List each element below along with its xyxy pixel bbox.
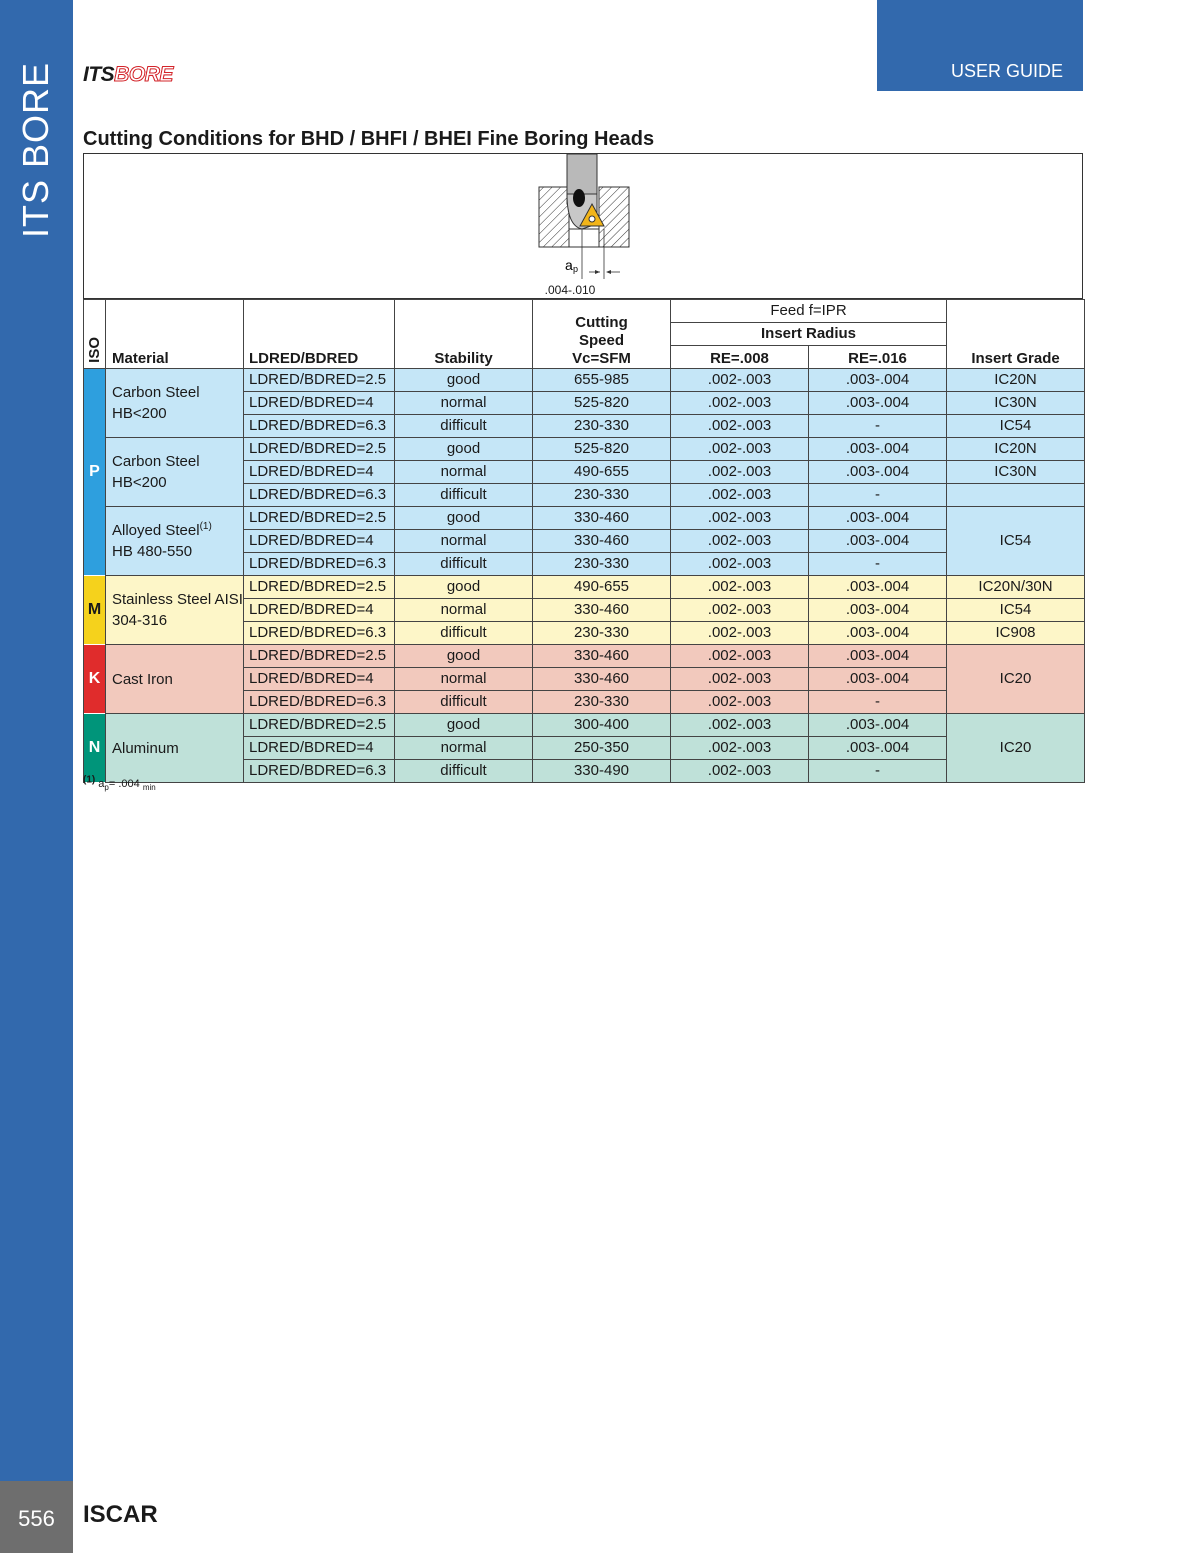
- table-cell: .002-.003: [671, 530, 809, 553]
- table-cell: IC20N/30N: [947, 576, 1085, 599]
- table-cell: LDRED/BDRED=4: [244, 668, 395, 691]
- boring-diagram-frame: [83, 153, 1083, 299]
- table-cell: LDRED/BDRED=2.5: [244, 438, 395, 461]
- table-cell: normal: [395, 668, 533, 691]
- material: Aluminum: [106, 714, 244, 783]
- header-re-008: RE=.008: [671, 346, 809, 369]
- table-cell: difficult: [395, 553, 533, 576]
- sidebar-title: ITS BORE: [15, 61, 56, 238]
- table-cell: .003-.004: [809, 599, 947, 622]
- table-cell: .002-.003: [671, 553, 809, 576]
- table-cell: .003-.004: [809, 392, 947, 415]
- table-cell: .002-.003: [671, 599, 809, 622]
- table-cell: .003-.004: [809, 645, 947, 668]
- table-cell: difficult: [395, 691, 533, 714]
- table-cell: -: [809, 691, 947, 714]
- table-cell: difficult: [395, 760, 533, 783]
- ap-label: a: [565, 257, 573, 273]
- table-cell: normal: [395, 530, 533, 553]
- table-cell: 490-655: [533, 576, 671, 599]
- table-cell: 230-330: [533, 415, 671, 438]
- table-cell: .002-.003: [671, 484, 809, 507]
- table-cell: LDRED/BDRED=4: [244, 599, 395, 622]
- table-row: [84, 576, 1085, 599]
- table-cell: LDRED/BDRED=2.5: [244, 576, 395, 599]
- table-cell: 525-820: [533, 438, 671, 461]
- table-cell: 230-330: [533, 691, 671, 714]
- table-cell: .003-.004: [809, 714, 947, 737]
- table-cell: good: [395, 645, 533, 668]
- table-cell: LDRED/BDRED=2.5: [244, 645, 395, 668]
- logo-bore: BORE: [114, 63, 173, 86]
- material: Carbon Steel HB<200: [106, 369, 244, 438]
- table-row: [84, 369, 1085, 392]
- table-cell: 330-460: [533, 530, 671, 553]
- table-cell: IC20N: [947, 438, 1085, 461]
- table-cell: .002-.003: [671, 622, 809, 645]
- table-cell: .002-.003: [671, 645, 809, 668]
- table-cell: IC54: [947, 599, 1085, 622]
- table-cell: LDRED/BDRED=4: [244, 392, 395, 415]
- table-cell: LDRED/BDRED=6.3: [244, 760, 395, 783]
- header-insert-radius: Insert Radius: [671, 323, 947, 346]
- table-cell: 330-460: [533, 645, 671, 668]
- table-cell: .002-.003: [671, 691, 809, 714]
- table-cell: 330-460: [533, 599, 671, 622]
- header-feed: Feed f=IPR: [671, 300, 947, 323]
- table-cell: LDRED/BDRED=2.5: [244, 714, 395, 737]
- table-cell: 330-460: [533, 668, 671, 691]
- table-cell: 525-820: [533, 392, 671, 415]
- table-cell: .002-.003: [671, 461, 809, 484]
- table-cell: .002-.003: [671, 714, 809, 737]
- table-cell: 300-400: [533, 714, 671, 737]
- table-cell: LDRED/BDRED=2.5: [244, 507, 395, 530]
- cutting-conditions-table: [83, 299, 1085, 783]
- iscar-brand: ISCAR: [83, 1501, 158, 1528]
- footnote: $^{(1)}$ $a_p= .004$ $_{min}$: [83, 774, 156, 793]
- ap-sub: p: [573, 264, 579, 274]
- section-label: USER GUIDE: [950, 61, 1063, 81]
- table-cell: normal: [395, 737, 533, 760]
- table-cell: 330-490: [533, 760, 671, 783]
- boring-head-diagram-icon: [534, 154, 654, 300]
- table-cell: .002-.003: [671, 507, 809, 530]
- table-cell: normal: [395, 599, 533, 622]
- header-re-016: RE=.016: [809, 346, 947, 369]
- table-cell: LDRED/BDRED=6.3: [244, 415, 395, 438]
- iso-p: P: [84, 369, 106, 576]
- table-cell: 250-350: [533, 737, 671, 760]
- table-row: [84, 714, 1085, 737]
- table-cell: 230-330: [533, 622, 671, 645]
- table-cell: .002-.003: [671, 760, 809, 783]
- material: Carbon Steel HB<200: [106, 438, 244, 507]
- page-number: 556: [18, 1506, 55, 1531]
- table-cell: LDRED/BDRED=4: [244, 737, 395, 760]
- table-cell: .003-.004: [809, 737, 947, 760]
- table-cell: .002-.003: [671, 369, 809, 392]
- table-cell: LDRED/BDRED=4: [244, 530, 395, 553]
- material: Alloyed Steel$^{(1)}$ HB 480-550: [106, 507, 244, 576]
- material: Cast Iron: [106, 645, 244, 714]
- table-cell: IC20: [947, 714, 1085, 783]
- table-cell: difficult: [395, 415, 533, 438]
- table-cell: LDRED/BDRED=4: [244, 461, 395, 484]
- table-cell: 655-985: [533, 369, 671, 392]
- table-cell: [947, 484, 1085, 507]
- table-cell: .003-.004: [809, 507, 947, 530]
- table-cell: IC30N: [947, 461, 1085, 484]
- material: Stainless Steel AISI 304-316: [106, 576, 244, 645]
- table-cell: difficult: [395, 484, 533, 507]
- itsbore-logo: [83, 63, 173, 87]
- logo-its: ITS: [83, 63, 115, 86]
- table-cell: IC54: [947, 507, 1085, 576]
- header-iso: ISO: [84, 300, 106, 369]
- table-cell: good: [395, 507, 533, 530]
- table-cell: LDRED/BDRED=6.3: [244, 691, 395, 714]
- table-cell: 230-330: [533, 553, 671, 576]
- table-cell: good: [395, 438, 533, 461]
- iso-m: M: [84, 576, 106, 645]
- header-material: Material: [106, 300, 244, 369]
- table-cell: .002-.003: [671, 438, 809, 461]
- ap-range: .004-.010: [544, 283, 596, 297]
- table-cell: -: [809, 760, 947, 783]
- table-cell: good: [395, 369, 533, 392]
- table-cell: -: [809, 415, 947, 438]
- table-cell: .003-.004: [809, 668, 947, 691]
- table-row: [84, 438, 1085, 461]
- table-cell: LDRED/BDRED=2.5: [244, 369, 395, 392]
- table-row: [84, 507, 1085, 530]
- table-cell: 330-460: [533, 507, 671, 530]
- table-cell: -: [809, 484, 947, 507]
- table-cell: .002-.003: [671, 392, 809, 415]
- table-cell: IC30N: [947, 392, 1085, 415]
- table-cell: good: [395, 576, 533, 599]
- table-cell: .002-.003: [671, 737, 809, 760]
- header-speed: Cutting Speed Vc=SFM: [533, 300, 671, 369]
- table-cell: IC908: [947, 622, 1085, 645]
- header-grade: Insert Grade: [947, 300, 1085, 369]
- header-ldred: LDRED/BDRED: [244, 300, 395, 369]
- header-stability: Stability: [395, 300, 533, 369]
- table-cell: good: [395, 714, 533, 737]
- table-cell: .003-.004: [809, 461, 947, 484]
- table-cell: LDRED/BDRED=6.3: [244, 484, 395, 507]
- table-cell: .003-.004: [809, 530, 947, 553]
- table-cell: difficult: [395, 622, 533, 645]
- table-cell: IC54: [947, 415, 1085, 438]
- table-cell: .003-.004: [809, 622, 947, 645]
- table-cell: 230-330: [533, 484, 671, 507]
- table-cell: IC20: [947, 645, 1085, 714]
- table-cell: .003-.004: [809, 369, 947, 392]
- iso-n: N: [84, 714, 106, 783]
- table-cell: normal: [395, 461, 533, 484]
- table-cell: -: [809, 553, 947, 576]
- table-cell: 490-655: [533, 461, 671, 484]
- table-row: [84, 645, 1085, 668]
- page-title: Cutting Conditions for BHD / BHFI / BHEI Fine Boring Heads: [83, 128, 655, 150]
- table-cell: .002-.003: [671, 415, 809, 438]
- table-cell: .003-.004: [809, 438, 947, 461]
- table-cell: LDRED/BDRED=6.3: [244, 622, 395, 645]
- iso-k: K: [84, 645, 106, 714]
- table-cell: LDRED/BDRED=6.3: [244, 553, 395, 576]
- table-cell: normal: [395, 392, 533, 415]
- table-cell: .003-.004: [809, 576, 947, 599]
- table-cell: IC20N: [947, 369, 1085, 392]
- table-cell: .002-.003: [671, 576, 809, 599]
- table-cell: .002-.003: [671, 668, 809, 691]
